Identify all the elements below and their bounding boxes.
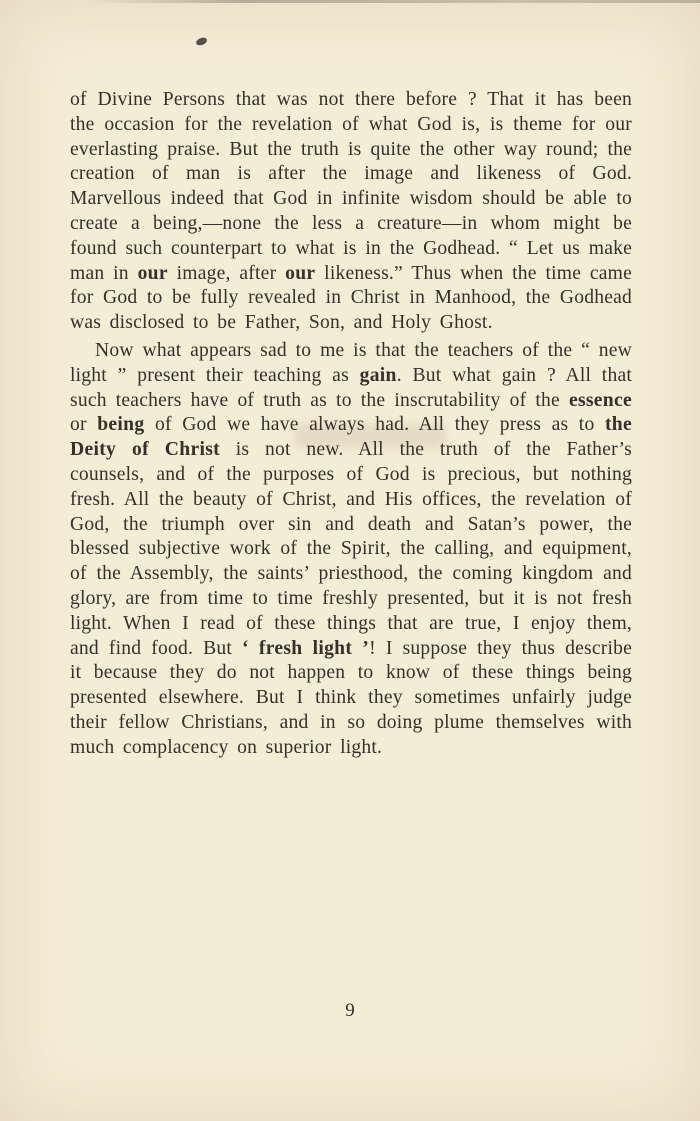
ink-spot	[195, 37, 207, 46]
paragraph-2: Now what appears sad to me is that the teachers of the “ new light ” present their teaching as gain. But what gain ? All that such teachers have of truth as to the inscrutability of the essence or being of God we have always had. All they press as to the Deity of Christ is not new. All the truth of the Father’s counsels, and of the purposes of God is precious, but nothing fresh. All the beauty of Christ, and His offices, the revelation of God, the triumph over sin and death and Satan’s power, the blessed subjective work of the Spirit, the calling, and equipment, of the Assembly, the saints’ priesthood, the coming kingdom and glory, are from time to time freshly presented, but it is not fresh light. When I read of these things that are true, I enjoy them, and find food. But ‘ fresh light ’! I suppose they thus describe it because they do not happen to know of these things being presented elsewhere. But I think they sometimes unfairly judge their fellow Christians, and in so doing plume themselves with much complacency on superior light.	[70, 339, 632, 758]
page-text	[70, 88, 632, 761]
scan-edge-artifact	[90, 0, 700, 3]
page-number: 9	[345, 1000, 355, 1021]
paragraph-1: of Divine Persons that was not there before ? That it has been the occasion for the revelation of what God is, is theme for our everlasting praise. But the truth is quite the other way round; the creation of man is after the image and likeness of God. Marvellous indeed that God in infinite wisdom should be able to create a being,—none the less a creature—in whom might be found such counterpart to what is in the Godhead. “ Let us make man in our image, after our likeness.” Thus when the time came for God to be fully revealed in Christ in Manhood, the Godhead was disclosed to be Father, Son, and Holy Ghost.	[70, 89, 633, 334]
